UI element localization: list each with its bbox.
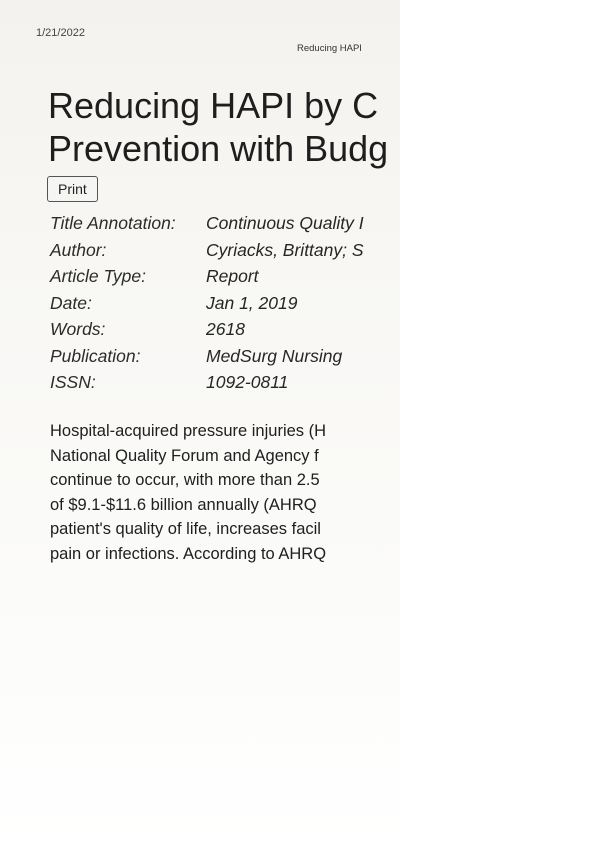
article-title-line-2: Prevention with Budg: [48, 128, 389, 169]
print-button[interactable]: Print: [47, 176, 98, 202]
running-header: Reducing HAPI: [297, 43, 362, 54]
metadata-label: Publication:: [50, 345, 141, 366]
body-line: National Quality Forum and Agency f: [50, 446, 319, 465]
article-title-line-1: Reducing HAPI by C: [48, 85, 379, 126]
metadata-label: Date:: [50, 292, 92, 313]
blank-margin: [400, 0, 595, 842]
metadata-row-article-type: [50, 263, 364, 290]
body-line: pain or infections. According to AHRQ: [50, 544, 327, 563]
metadata-row-author: [50, 237, 364, 264]
article-title: [48, 84, 388, 170]
metadata-label: ISSN:: [50, 372, 96, 392]
metadata-row-date: [50, 290, 364, 317]
article-metadata: [50, 210, 364, 396]
metadata-value: 1092-0811: [206, 372, 289, 392]
metadata-row-issn: [50, 369, 364, 396]
print-date: 1/21/2022: [36, 27, 85, 39]
metadata-value: MedSurg Nursing: [206, 345, 343, 366]
metadata-label: Article Type:: [50, 266, 146, 286]
metadata-value: 2618: [206, 319, 245, 339]
article-body-paragraph: [50, 419, 326, 566]
metadata-value: Continuous Quality I: [206, 213, 364, 233]
metadata-label: Author:: [50, 239, 107, 260]
body-line: patient's quality of life, increases facil: [50, 520, 321, 538]
metadata-value: Jan 1, 2019: [206, 292, 298, 313]
metadata-row-title-annotation: [50, 210, 364, 237]
body-line: continue to occur, with more than 2.5: [50, 471, 320, 489]
metadata-value: Cyriacks, Brittany; S: [206, 239, 364, 260]
metadata-row-words: [50, 316, 364, 343]
metadata-label: Title Annotation:: [50, 213, 176, 233]
body-line: Hospital-acquired pressure injuries (H: [50, 422, 327, 440]
metadata-row-publication: [50, 343, 364, 370]
metadata-value: Report: [206, 266, 259, 286]
metadata-label: Words:: [50, 319, 106, 339]
body-line: of $9.1-$11.6 billion annually (AHRQ: [50, 495, 317, 514]
